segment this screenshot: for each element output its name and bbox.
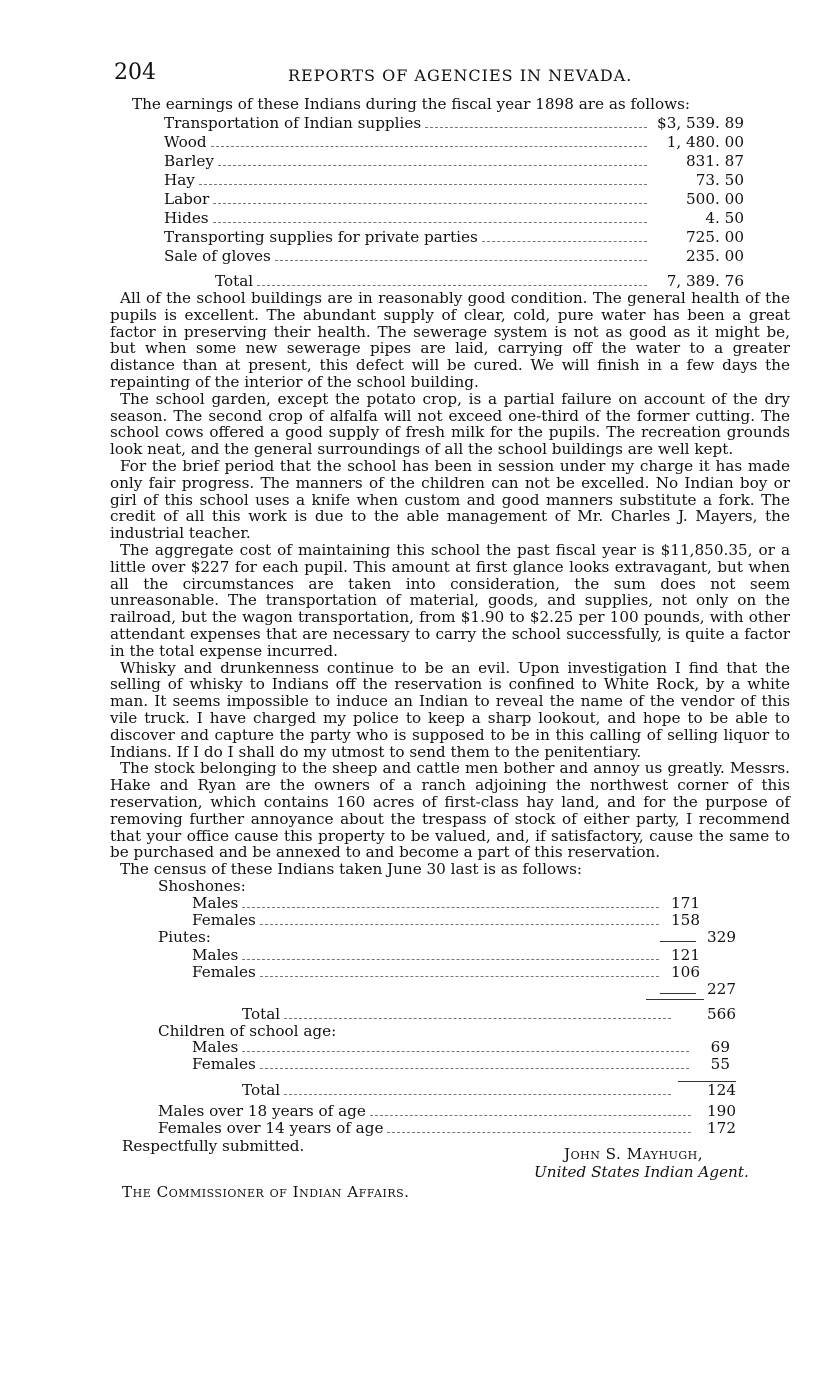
census-row: Males 69 <box>192 1038 730 1057</box>
paragraph-progress: For the brief period that the school has been in session under my charge it has made only fair progress. The manners of the children can not be excelled. No Indian boy or girl of this school uses a knife when custom and good manners substitute a fork. The credit of all this work is due to the able management of Mr. Charles J. Mayers, the industrial teacher. <box>110 456 790 543</box>
agent-title: United States Indian Agent. <box>534 1163 749 1182</box>
females-over-row: Females over 14 years of age 172 <box>158 1119 736 1138</box>
census-row: Females 106 <box>192 962 700 981</box>
earnings-row: Transportation of Indian supplies $3, 539. 89 <box>164 114 744 132</box>
closing-block <box>110 1137 790 1207</box>
earnings-table <box>110 115 790 290</box>
children-heading: Children of school age: <box>158 1021 337 1040</box>
census-row: Males 171 <box>192 893 700 912</box>
total-rule <box>646 999 704 1000</box>
document-page <box>110 60 790 1207</box>
earnings-row: Sale of gloves 235. 00 <box>164 247 744 265</box>
earnings-row: Transporting supplies for private parties 725. 00 <box>164 228 744 246</box>
earnings-row: Barley 831. 87 <box>164 152 744 170</box>
children-total-row: Total 124 <box>242 1081 736 1100</box>
paragraph-cost: The aggregate cost of maintaining this school the past fiscal year is $11,850.35, or a little over $227 for each pupil. This amount at first glance looks extravagant, but when all the circumstances are taken into consideration, the sum does not seem unreasonable. The transportation of material, goods, and supplies, not only on the railroad, but the wagon transportation, from $1.90 to $2.25 per 100 pounds, with other attendant expenses that are necessary to carry the school successfully, is quite a factor in the total expense incurred. <box>110 540 790 660</box>
paragraph-garden: The school garden, except the potato crop, is a partial failure on account of the dry season. The second crop of alfalfa will not exceed one-third of the former cutting. The school cows offered a good supply of fresh milk for the pupils. The recreation grounds look neat, and the general surroundings of all the school buildings are well kept. <box>110 389 790 459</box>
page-number: 204 <box>114 60 156 85</box>
piutes-heading-row <box>158 929 790 947</box>
agent-signature: John S. Mayhugh, <box>564 1145 704 1164</box>
addressee: The Commissioner of Indian Affairs. <box>122 1183 410 1202</box>
shoshones-subtotal: 329 <box>707 927 736 946</box>
paragraph-whisky: Whisky and drunkenness continue to be an evil. Upon investigation I find that the selling of whisky to Indians off the reservation is confined to White Rock, by a white man. It seems impossible to induce an Indian to reveal the name of the vendor of this vile truck. I have charged my police to keep a sharp lookout, and hope to be able to discover and capture the party who is supposed to be in this calling of selling liquor to Indians. If I do I shall do my utmost to send them to the penitentiary. <box>110 658 790 761</box>
piutes-heading: Piutes: <box>158 927 211 946</box>
paragraph-buildings: All of the school buildings are in reasonably good condition. The general health of the pupils is excellent. The abundant supply of clear, cold, pure water has been a great factor in preserving their health. The sewerage system is not as good as it might be, but when some new sewerage pipes are laid, carrying off the water to a greater distance than at present, this defect will be cured. We will finish in a few days the repainting of the interior of the school building. <box>110 289 790 391</box>
page-header <box>110 60 790 96</box>
shoshones-heading: Shoshones: <box>158 876 246 895</box>
census-row: Females 55 <box>192 1055 730 1074</box>
census-row: Females 158 <box>192 910 700 929</box>
earnings-row: Labor 500. 00 <box>164 190 744 208</box>
piutes-subtotal-row <box>110 981 790 999</box>
earnings-total-row: Total 7, 389. 76 <box>215 272 744 290</box>
census-intro: The census of these Indians taken June 30 last is as follows: <box>120 860 582 879</box>
paragraph-stock: The stock belonging to the sheep and cattle men bother and annoy us greatly. Messrs. Hake and Ryan are the owners of a ranch adjoining the northwest corner of this reservation, which contains 160 acres of first-class hay land, and for the purpose of removing further annoyance about the trespass of stock of either party, I recommend that your office cause this property to be valued, and, if satisfactory, cause the same to be purchased and be annexed to and become a part of this reservation. <box>110 759 790 862</box>
earnings-row: Hay 73. 50 <box>164 171 744 189</box>
males-over-row: Males over 18 years of age 190 <box>158 1102 736 1121</box>
running-title: REPORTS OF AGENCIES IN NEVADA. <box>288 66 633 85</box>
earnings-row: Hides 4. 50 <box>164 209 744 227</box>
census-total-row: Total 566 <box>242 1004 736 1023</box>
earnings-row: Wood 1, 480. 00 <box>164 133 744 151</box>
piutes-subtotal: 227 <box>707 979 736 998</box>
respectfully-submitted: Respectfully submitted. <box>122 1137 305 1156</box>
census-table <box>110 861 790 1137</box>
earnings-intro: The earnings of these Indians during the fiscal year 1898 are as follows: <box>132 95 691 113</box>
census-row: Males 121 <box>192 945 700 964</box>
